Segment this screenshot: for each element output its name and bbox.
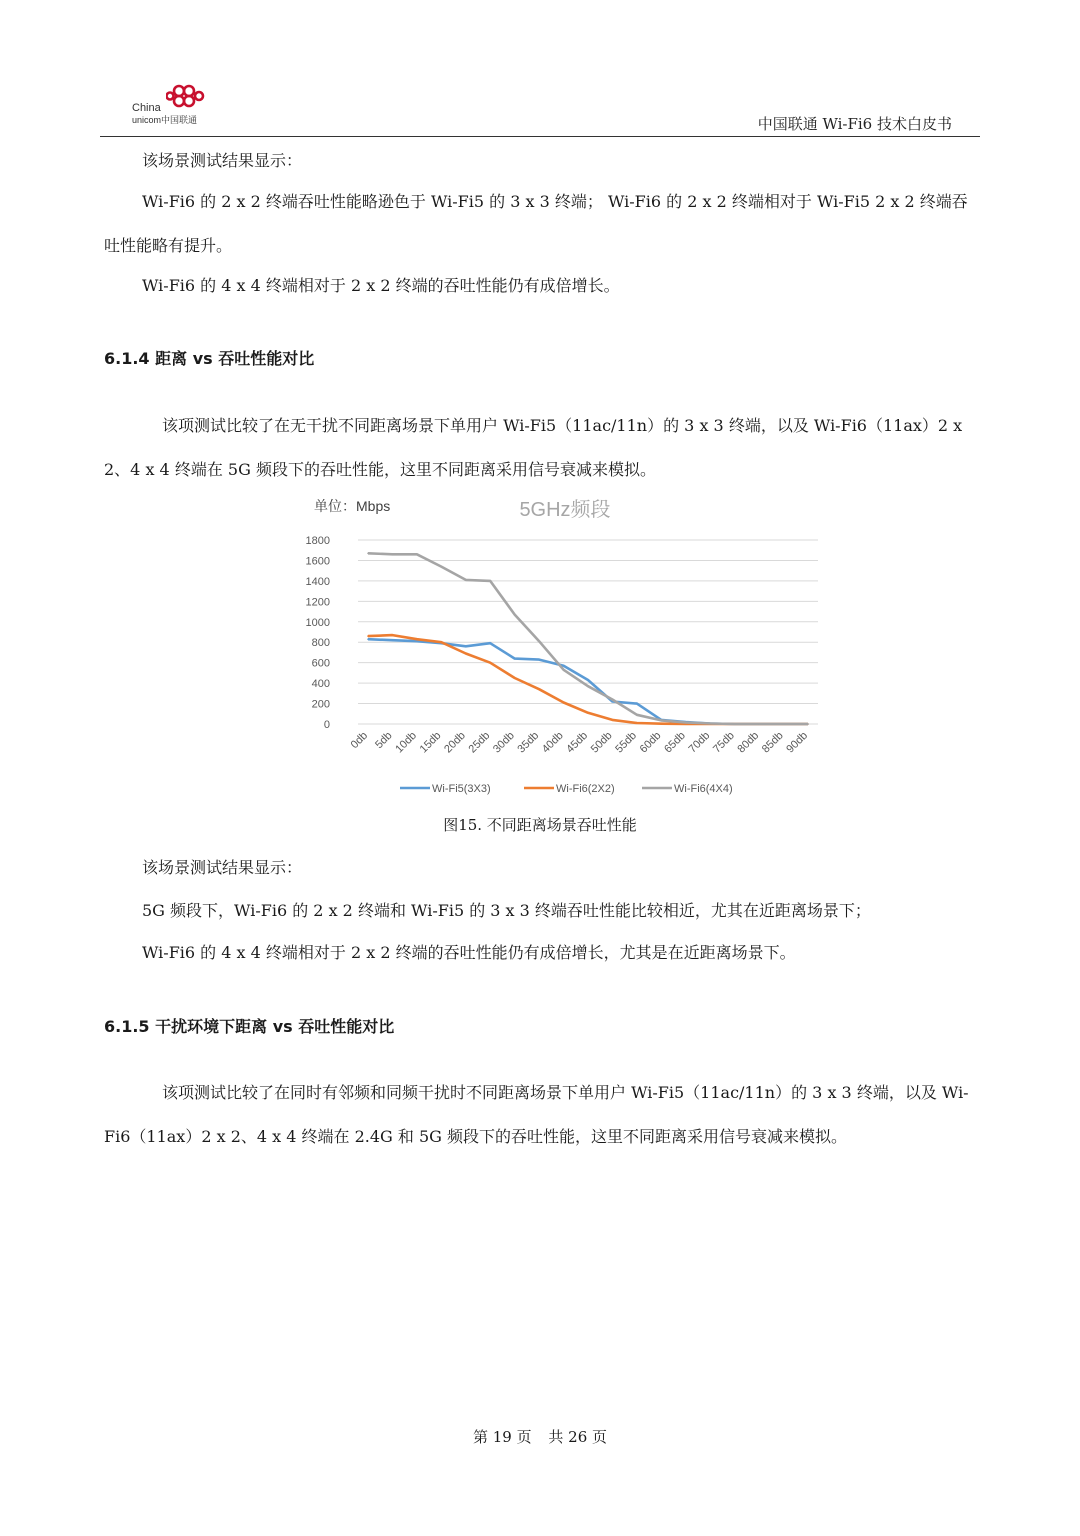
data-point — [807, 723, 809, 725]
series-line-3 — [368, 553, 808, 724]
data-point — [563, 702, 565, 704]
x-tick-label: 75db — [710, 729, 737, 756]
figure-caption: 图15. 不同距离场景吞吐性能 — [443, 816, 637, 834]
throughput-chart — [290, 488, 830, 800]
page-number: 第 19 页 — [472, 1428, 532, 1446]
logo-text-china: China — [132, 102, 161, 114]
paragraph-interference-description: 该项测试比较了在同时有邻频和同频干扰时不同距离场景下单用户 Wi-Fi5（11ac/11n）的 3 x 3 终端，以及 Wi-Fi6（11ax）2 x 2、4 x 4 终端在 2.4G 和 5G 频段下的吞吐性能，这里不同距离采用信号衰减来模拟。 — [104, 1083, 969, 1146]
data-point — [367, 635, 369, 637]
paragraph-test-description: 该项测试比较了在无干扰不同距离场景下单用户 Wi-Fi5（11ac/11n）的 3 x 3 终端，以及 Wi-Fi6（11ax）2 x 2、4 x 4 终端在 5G 频段下的吞吐性能，这里不同距离采用信号衰减来模拟。 — [104, 416, 963, 479]
logo-text-unicom: unicom中国联通 — [132, 115, 198, 125]
data-point — [416, 554, 418, 556]
data-point — [489, 580, 491, 582]
data-point — [661, 723, 663, 725]
x-tick-label: 60db — [637, 729, 664, 756]
unicom-knot-icon — [166, 82, 206, 112]
legend-label: Wi-Fi6(2X2) — [556, 783, 615, 795]
data-point — [441, 566, 443, 568]
page-footer — [0, 1426, 1080, 1447]
chart-unit-label: 单位：Mbps — [314, 498, 391, 514]
china-unicom-logo — [132, 82, 212, 126]
data-point — [392, 554, 394, 556]
x-tick-label: 70db — [686, 729, 713, 756]
x-tick-label: 55db — [613, 729, 640, 756]
data-point — [587, 712, 589, 714]
data-point — [538, 688, 540, 690]
data-point — [612, 699, 614, 701]
y-tick-label: 1400 — [305, 575, 330, 588]
data-point — [392, 639, 394, 641]
legend-label: Wi-Fi6(4X4) — [674, 783, 733, 795]
y-tick-label: 600 — [311, 657, 330, 670]
data-point — [661, 720, 663, 722]
x-tick-label: 35db — [515, 729, 542, 756]
x-tick-label: 0db — [348, 729, 371, 752]
x-tick-label: 30db — [490, 729, 517, 756]
x-tick-label: 45db — [564, 729, 591, 756]
x-tick-label: 50db — [588, 729, 615, 756]
y-tick-label: 200 — [311, 698, 330, 711]
y-tick-label: 1600 — [305, 555, 330, 568]
data-point — [563, 669, 565, 671]
data-point — [587, 685, 589, 687]
y-tick-label: 400 — [311, 678, 330, 691]
document-title: 中国联通 Wi-Fi6 技术白皮书 — [757, 115, 952, 133]
data-point — [734, 723, 736, 725]
x-tick-label: 90db — [784, 729, 811, 756]
page-total: 共 26 页 — [548, 1428, 608, 1446]
x-tick-label: 25db — [466, 729, 493, 756]
chart-title: 5GHz频段 — [519, 499, 611, 521]
legend-label: Wi-Fi5(3X3) — [432, 783, 491, 795]
data-point — [465, 579, 467, 581]
data-point — [758, 723, 760, 725]
data-point — [367, 638, 369, 640]
y-tick-label: 0 — [323, 719, 330, 731]
paragraph-result-2x2: Wi-Fi6 的 2 x 2 终端吞吐性能略逊色于 Wi-Fi5 的 3 x 3 终端； Wi-Fi6 的 2 x 2 终端相对于 Wi-Fi5 2 x 2 终端吞吐性能略有提升。 — [104, 192, 968, 255]
x-tick-label: 5db — [373, 729, 395, 752]
section-heading-6-1-4: 6.1.4 距离 vs 吞吐性能对比 — [104, 349, 315, 368]
data-point — [563, 665, 565, 667]
data-point — [636, 703, 638, 705]
data-point — [465, 653, 467, 655]
data-point — [441, 641, 443, 643]
paragraph-result-near: Wi-Fi6 的 4 x 4 终端相对于 2 x 2 终端的吞吐性能仍有成倍增长，尤其是在近距离场景下。 — [142, 943, 796, 962]
x-tick-label: 80db — [735, 729, 762, 756]
y-tick-label: 1800 — [305, 535, 330, 547]
header-divider — [100, 136, 980, 137]
data-point — [392, 634, 394, 636]
data-point — [514, 658, 516, 660]
x-tick-label: 85db — [759, 729, 786, 756]
data-point — [783, 723, 785, 725]
data-point — [538, 659, 540, 661]
section-heading-6-1-5: 6.1.5 干扰环境下距离 vs 吞吐性能对比 — [104, 1017, 395, 1036]
data-point — [685, 722, 687, 724]
paragraph-result-intro: 该场景测试结果显示： — [142, 151, 303, 170]
data-point — [636, 722, 638, 724]
x-tick-label: 20db — [442, 729, 468, 756]
paragraph-result-5g: 5G 频段下，Wi-Fi6 的 2 x 2 终端和 Wi-Fi5 的 3 x 3 终端吞吐性能比较相近，尤其在近距离场景下； — [142, 901, 871, 920]
data-point — [489, 662, 491, 664]
data-point — [514, 677, 516, 679]
data-point — [612, 719, 614, 721]
data-point — [367, 552, 369, 554]
x-tick-label: 15db — [417, 729, 444, 756]
paragraph-result-intro-2: 该场景测试结果显示： — [142, 858, 303, 877]
data-point — [709, 723, 711, 725]
paragraph-result-4x4: Wi-Fi6 的 4 x 4 终端相对于 2 x 2 终端的吞吐性能仍有成倍增长。 — [142, 276, 620, 295]
data-point — [538, 640, 540, 642]
data-point — [587, 679, 589, 681]
x-tick-label: 10db — [393, 729, 420, 756]
y-tick-label: 800 — [311, 637, 330, 650]
data-point — [636, 714, 638, 716]
data-point — [416, 638, 418, 640]
y-tick-label: 1000 — [305, 616, 330, 629]
data-point — [416, 640, 418, 642]
data-point — [465, 646, 467, 648]
series-line-1 — [368, 639, 808, 724]
data-point — [514, 614, 516, 616]
x-tick-label: 65db — [662, 729, 688, 756]
y-tick-label: 1200 — [305, 596, 330, 609]
data-point — [489, 642, 491, 644]
x-tick-label: 40db — [539, 729, 566, 756]
